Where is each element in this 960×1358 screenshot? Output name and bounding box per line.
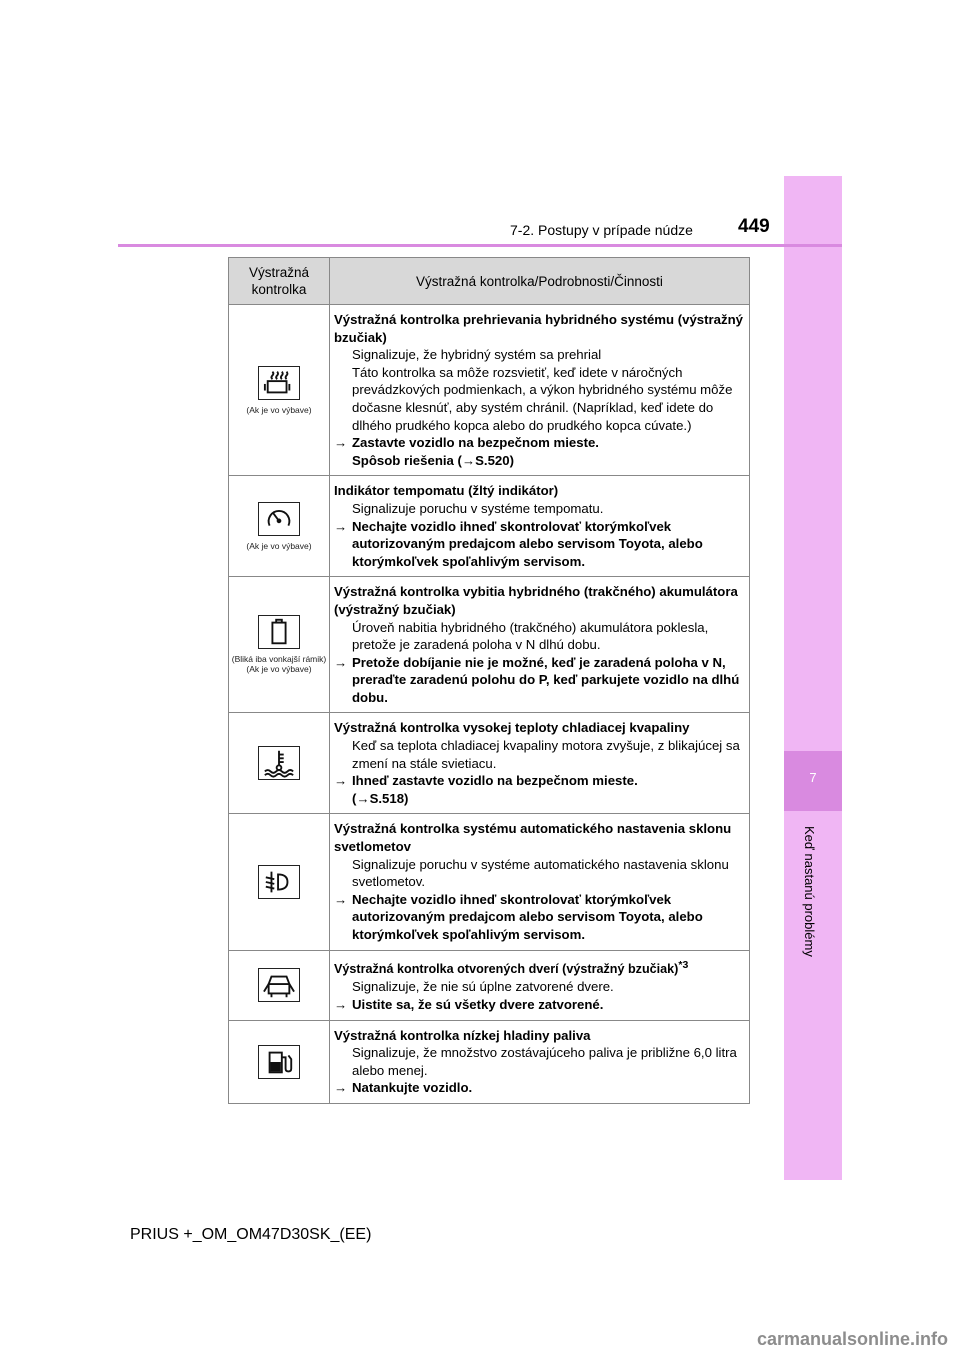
arrow-icon: → (334, 518, 348, 534)
icon-caption: (Bliká iba vonkajší rámik) (231, 654, 327, 665)
row-action: Nechajte vozidlo ihneď skontrolovať ktorýmkoľvek autorizovaným predajcom alebo servisom Toyota, alebo ktorýmkoľvek spoľahlivým servisom. (352, 891, 703, 942)
hybrid-battery-icon (258, 615, 300, 649)
arrow-icon: → (334, 1080, 348, 1096)
table-row (229, 713, 750, 814)
arrow-icon: → (334, 996, 348, 1012)
chapter-number: 7 (809, 770, 817, 785)
row-action-2: (→S.518) (352, 790, 409, 806)
row-action: Ihneď zastavte vozidlo na bezpečnom mieste. (352, 773, 638, 789)
door-open-icon (258, 968, 300, 1002)
row-title: Výstražná kontrolka nízkej hladiny paliva (334, 1027, 591, 1043)
hybrid-overheat-icon (258, 366, 300, 400)
arrow-icon: → (334, 773, 348, 789)
column-header-details: Výstražná kontrolka/Podrobnosti/Činnosti (330, 258, 750, 305)
icon-caption-2: (Ak je vo výbave) (246, 664, 312, 675)
section-title: 7-2. Postupy v prípade núdze (510, 222, 693, 238)
row-action-2: Spôsob riešenia (→S.520) (352, 452, 514, 468)
row-description-2: Táto kontrolka sa môže rozsvietiť, keď idete v náročných prevádzkových podmienkach, a výkon hybridného systému môže dočasne klesnúť, aby systém chránil. (Napríklad, keď idete do dlhého prudkého kopca alebo do prudkého kopca cúvate.) (352, 364, 733, 433)
column-header-light: Výstražná kontrolka (229, 258, 330, 305)
header-rule (118, 244, 842, 247)
row-action: Natankujte vozidlo. (352, 1080, 473, 1096)
row-title: Výstražná kontrolka systému automatického nastavenia sklonu svetlometov (334, 821, 732, 855)
icon-caption: (Ak je vo výbave) (246, 540, 312, 551)
row-description: Signalizuje, že nie sú úplne zatvorené dvere. (352, 979, 614, 995)
row-description: Keď sa teplota chladiacej kvapaliny motora zvyšuje, z blikajúcej sa zmení na stále svietiacu. (352, 738, 740, 771)
cruise-control-icon (258, 502, 300, 536)
table-row (229, 814, 750, 950)
low-fuel-icon (258, 1045, 300, 1079)
row-title: Indikátor tempomatu (žltý indikátor) (334, 483, 559, 499)
watermark: carmanualsonline.info (756, 1329, 948, 1349)
page-number: 449 (738, 216, 770, 237)
table-row (229, 1020, 750, 1103)
row-description: Signalizuje, že hybridný systém sa prehrial (352, 347, 602, 363)
row-description: Signalizuje poruchu v systéme automatického nastavenia sklonu svetlometov. (352, 856, 729, 890)
chapter-side-tab (784, 176, 842, 1180)
row-title: Výstražná kontrolka vysokej teploty chladiacej kvapaliny (334, 720, 690, 736)
footnote-marker: *3 (678, 958, 689, 971)
table-row (229, 577, 750, 713)
arrow-icon: → (334, 891, 348, 907)
icon-caption: (Ak je vo výbave) (246, 404, 312, 415)
row-action: Zastavte vozidlo na bezpečnom mieste. (352, 435, 599, 451)
row-title: Výstražná kontrolka vybitia hybridného (trakčného) akumulátora (výstražný bzučiak) (334, 584, 738, 617)
arrow-icon: → (334, 654, 348, 670)
arrow-icon: → (334, 435, 348, 451)
table-row (229, 305, 750, 476)
document-code: PRIUS +_OM_OM47D30SK_(EE) (130, 1226, 372, 1243)
table-header-row (229, 258, 750, 305)
row-title: Výstražná kontrolka otvorených dverí (výstražný bzučiak) (334, 961, 679, 976)
headlight-leveling-icon (258, 865, 300, 899)
row-action: Pretože dobíjanie nie je možné, keď je zaradená poloha v N, preraďte zaradenú polohu do P, keď parkujete vozidlo na dlhú dobu. (352, 654, 740, 705)
row-action: Nechajte vozidlo ihneď skontrolovať ktorýmkoľvek autorizovaným predajcom alebo servisom Toyota, alebo ktorýmkoľvek spoľahlivým servisom. (352, 518, 703, 569)
chapter-title: Keď nastanú problémy (802, 826, 817, 957)
row-title: Výstražná kontrolka prehrievania hybridného systému (výstražný bzučiak) (334, 312, 743, 345)
warning-lights-table (228, 257, 750, 1104)
row-description: Signalizuje, že množstvo zostávajúceho paliva je približne 6,0 litra alebo menej. (352, 1045, 737, 1078)
row-description: Signalizuje poruchu v systéme tempomatu. (352, 500, 604, 516)
coolant-temperature-icon (258, 746, 300, 780)
table-row (229, 476, 750, 577)
table-row (229, 950, 750, 1020)
row-action: Uistite sa, že sú všetky dvere zatvorené. (352, 996, 604, 1012)
row-description: Úroveň nabitia hybridného (trakčného) akumulátora poklesla, pretože je zaradená poloha v N dlhú dobu. (352, 619, 709, 653)
